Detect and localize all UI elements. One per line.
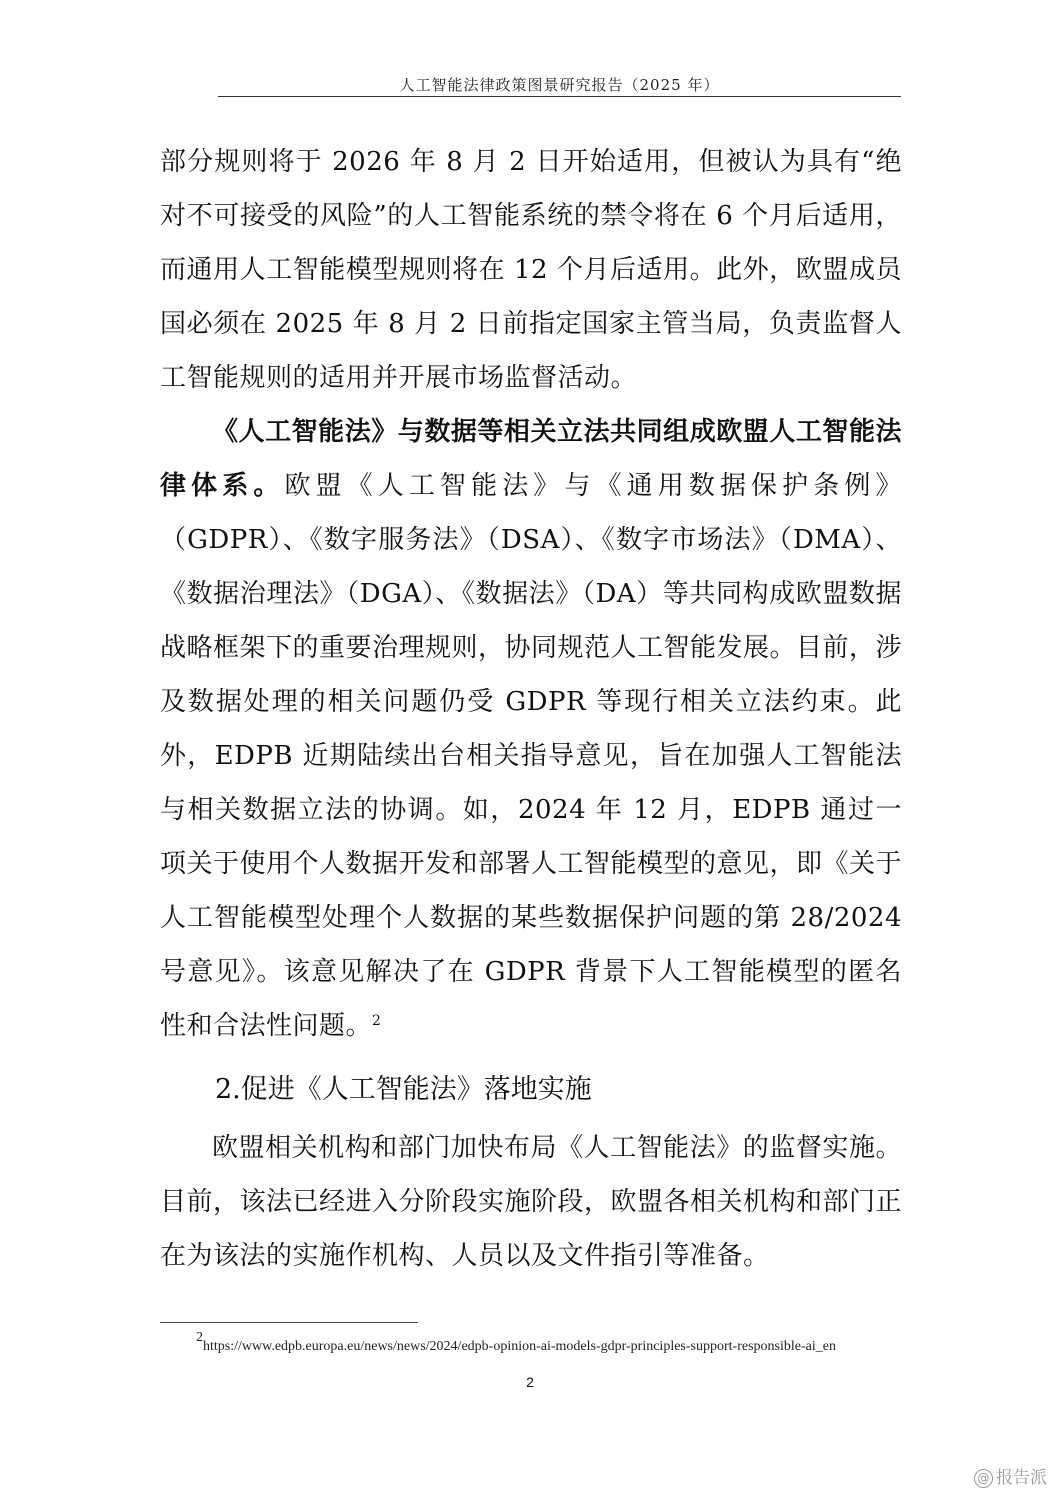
header-divider xyxy=(218,96,901,97)
paragraph-2-lead: 《人工智能法》与数据等相关立法共同组成欧盟人工智能法律体系。 xyxy=(160,417,902,501)
watermark-text: 报告派 xyxy=(996,1468,1047,1488)
document-body xyxy=(160,135,902,1283)
footnote-divider xyxy=(160,1322,418,1323)
paragraph-2 xyxy=(160,405,902,1053)
at-icon: @ xyxy=(974,1469,993,1488)
paragraph-3: 欧盟相关机构和部门加快布局《人工智能法》的监督实施。目前，该法已经进入分阶段实施阶段，欧盟各相关机构和部门正在为该法的实施作机构、人员以及文件指引等准备。 xyxy=(160,1133,903,1271)
footnote-reference[interactable]: 2 xyxy=(372,1013,382,1029)
footnote xyxy=(160,1330,902,1359)
paragraph-1: 部分规则将于 2026 年 8 月 2 日开始适用，但被认为具有“绝对不可接受的风险”的人工智能系统的禁令将在 6 个月后适用，而通用人工智能模型规则将在 12 个月后适用。此外，欧盟成员国必须在 2025 年 8 月 2 日前指定国家主管当局，负责监督人工智能规则的适用并开展市场监督活动。 xyxy=(160,147,902,393)
footnote-number: 2 xyxy=(196,1330,203,1345)
paragraph-2-body: 欧盟《人工智能法》与《通用数据保护条例》（GDPR）、《数字服务法》（DSA）、《数字市场法》（DMA）、《数据治理法》（DGA）、《数据法》（DA）等共同构成欧盟数据战略框架下的重要治理规则，协同规范人工智能发展。目前，涉及数据处理的相关问题仍受 GDPR 等现行相关立法约束。此外，EDPB 近期陆续出台相关指导意见，旨在加强人工智能法与相关数据立法的协调。如，2024 年 12 月，EDPB 通过一项关于使用个人数据开发和部署人工智能模型的意见，即《关于人工智能模型处理个人数据的某些数据保护问题的第 28/2024 号意见》。该意见解决了在 GDPR 背景下人工智能模型的匿名性和合法性问题。 xyxy=(160,471,903,1041)
page-number: 2 xyxy=(526,1374,534,1390)
running-header: 人工智能法律政策图景研究报告（2025 年） xyxy=(399,76,720,94)
watermark xyxy=(974,1463,1047,1488)
section-heading: 2.促进《人工智能法》落地实施 xyxy=(215,1074,592,1105)
footnote-url[interactable]: https://www.edpb.europa.eu/news/news/2024/edpb-opinion-ai-models-gdpr-principles-support-responsible-ai_en xyxy=(203,1339,836,1354)
